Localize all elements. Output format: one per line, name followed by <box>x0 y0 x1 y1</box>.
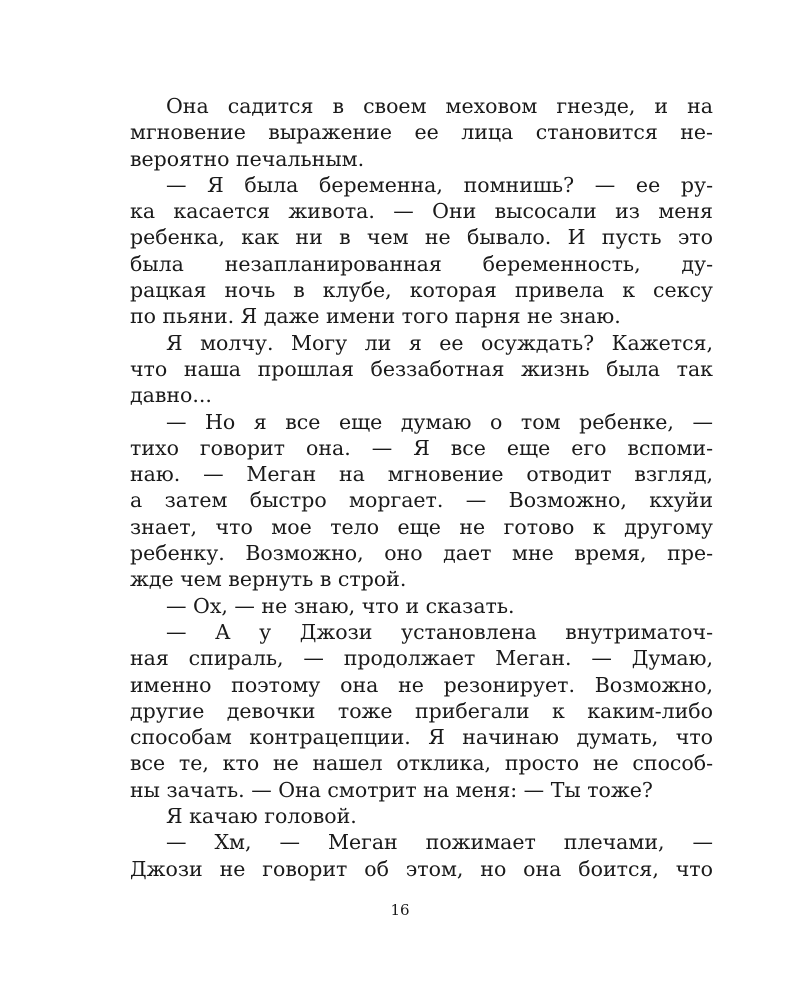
text-line: ны зачать. — Она смотрит на меня: — Ты тоже? <box>130 777 653 802</box>
text-line: — Я была беременна, помнишь? — ее ру- <box>166 172 713 197</box>
text-line: а затем быстро моргает. — Возможно, кхуйи <box>130 488 713 513</box>
text-line: ная спираль, — продолжает Меган. — Думаю, <box>130 646 713 671</box>
text-line: жде чем вернуть в строй. <box>130 567 407 592</box>
text-line: ребенку. Возможно, оно дает мне время, пре- <box>130 541 713 566</box>
text-line: давно... <box>130 383 212 408</box>
text-line: тихо говорит она. — Я все еще его вспоми- <box>130 435 713 460</box>
text-line: другие девочки тоже прибегали к каким-либо <box>130 698 713 723</box>
text-line: рацкая ночь в клубе, которая привела к сексу <box>130 278 713 303</box>
text-line: Она садится в своем меховом гнезде, и на <box>166 94 713 118</box>
text-line: была незапланированная беременность, ду- <box>130 251 713 276</box>
text-line: все те, кто не нашел отклика, просто не способ- <box>130 751 713 776</box>
page-number: 16 <box>390 901 410 919</box>
text-line: — А у Джози установлена внутриматоч- <box>166 619 713 644</box>
text-line: вероятно печальным. <box>130 146 365 171</box>
text-line: — Но я все еще думаю о том ребенке, — <box>166 409 713 434</box>
text-line: ка касается живота. — Они высосали из меня <box>130 199 713 224</box>
text-line: по пьяни. Я даже имени того парня не знаю. <box>130 304 621 329</box>
text-line: Я качаю головой. <box>166 804 357 829</box>
text-line: наю. — Меган на мгновение отводит взгляд, <box>130 462 713 487</box>
text-line: знает, что мое тело еще не готово к другому <box>130 514 713 539</box>
text-line: ребенка, как ни в чем не бывало. И пусть это <box>130 225 713 250</box>
text-line: мгновение выражение ее лица становится не- <box>130 120 713 145</box>
text-line: — Хм, — Меган пожимает плечами, — <box>166 830 713 855</box>
text-line: что наша прошлая беззаботная жизнь была так <box>130 356 713 381</box>
body-text <box>130 93 713 882</box>
text-line: Я молчу. Могу ли я ее осуждать? Кажется, <box>166 330 713 355</box>
text-line: Джози не говорит об этом, но она боится, что <box>130 856 713 881</box>
text-line: — Ох, — не знаю, что и сказать. <box>166 593 515 618</box>
text-line: способам контрацепции. Я начинаю думать, что <box>130 725 713 750</box>
text-line: именно поэтому она не резонирует. Возможно, <box>130 672 713 697</box>
